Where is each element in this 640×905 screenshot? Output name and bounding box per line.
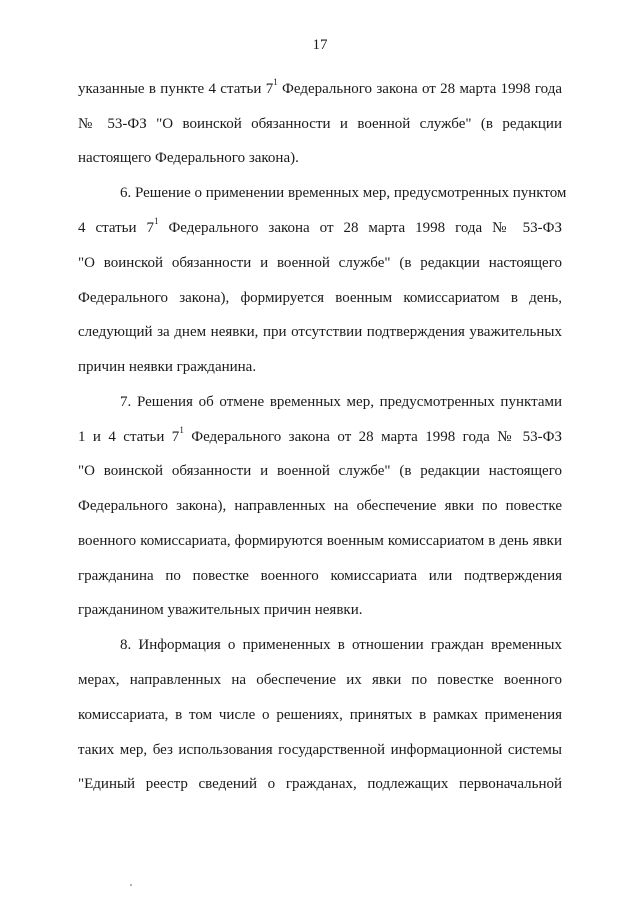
text-line: "О воинской обязанности и военной службе" (в редакции настоящего [78, 463, 562, 479]
superscript: 1 [179, 424, 184, 435]
text-line: 1 и 4 статьи $7^1$ Федерального закона от 28 марта 1998 года № 53-ФЗ [78, 424, 562, 445]
text-line: следующий за днем неявки, при отсутствии подтверждения уважительных [78, 324, 562, 340]
text-line: таких мер, без использования государственной информационной системы [78, 742, 562, 758]
scan-speck [130, 884, 132, 886]
text-line: гражданином уважительных причин неявки. [78, 602, 363, 618]
paragraph-8-first-line: 8. Информация о примененных в отношении граждан временных [120, 637, 562, 653]
text-line: причин неявки гражданина. [78, 359, 257, 375]
superscript: 1 [154, 215, 159, 226]
text-line: мерах, направленных на обеспечение их явки по повестке военного [78, 672, 562, 688]
paragraph-7-first-line: 7. Решения об отмене временных мер, предусмотренных пунктами [120, 394, 562, 410]
text-line: № 53-ФЗ "О воинской обязанности и военной службе" (в редакции [78, 116, 562, 132]
text-line: указанные в пункте 4 статьи $7^1$ Федерального закона от 28 марта 1998 года [78, 76, 562, 97]
superscript: 1 [273, 76, 278, 87]
paragraph-6-first-line: 6. Решение о применении временных мер, предусмотренных пунктом [120, 185, 567, 201]
text-line: военного комиссариата, формируются военным комиссариатом в день явки [78, 533, 562, 549]
text-line: Федерального закона), формируется военным комиссариатом в день, [78, 290, 562, 306]
text-line: настоящего Федерального закона). [78, 150, 299, 166]
text-line: комиссариата, в том числе о решениях, принятых в рамках применения [78, 707, 562, 723]
text-line: "О воинской обязанности и военной службе" (в редакции настоящего [78, 255, 562, 271]
text-line: Федерального закона), направленных на обеспечение явки по повестке [78, 498, 562, 514]
text-line: "Единый реестр сведений о гражданах, подлежащих первоначальной [78, 776, 562, 792]
text-line: гражданина по повестке военного комиссариата или подтверждения [78, 568, 562, 584]
text-line: 4 статьи $7^1$ Федерального закона от 28 марта 1998 года № 53-ФЗ [78, 215, 562, 236]
page-number: 17 [312, 37, 328, 53]
